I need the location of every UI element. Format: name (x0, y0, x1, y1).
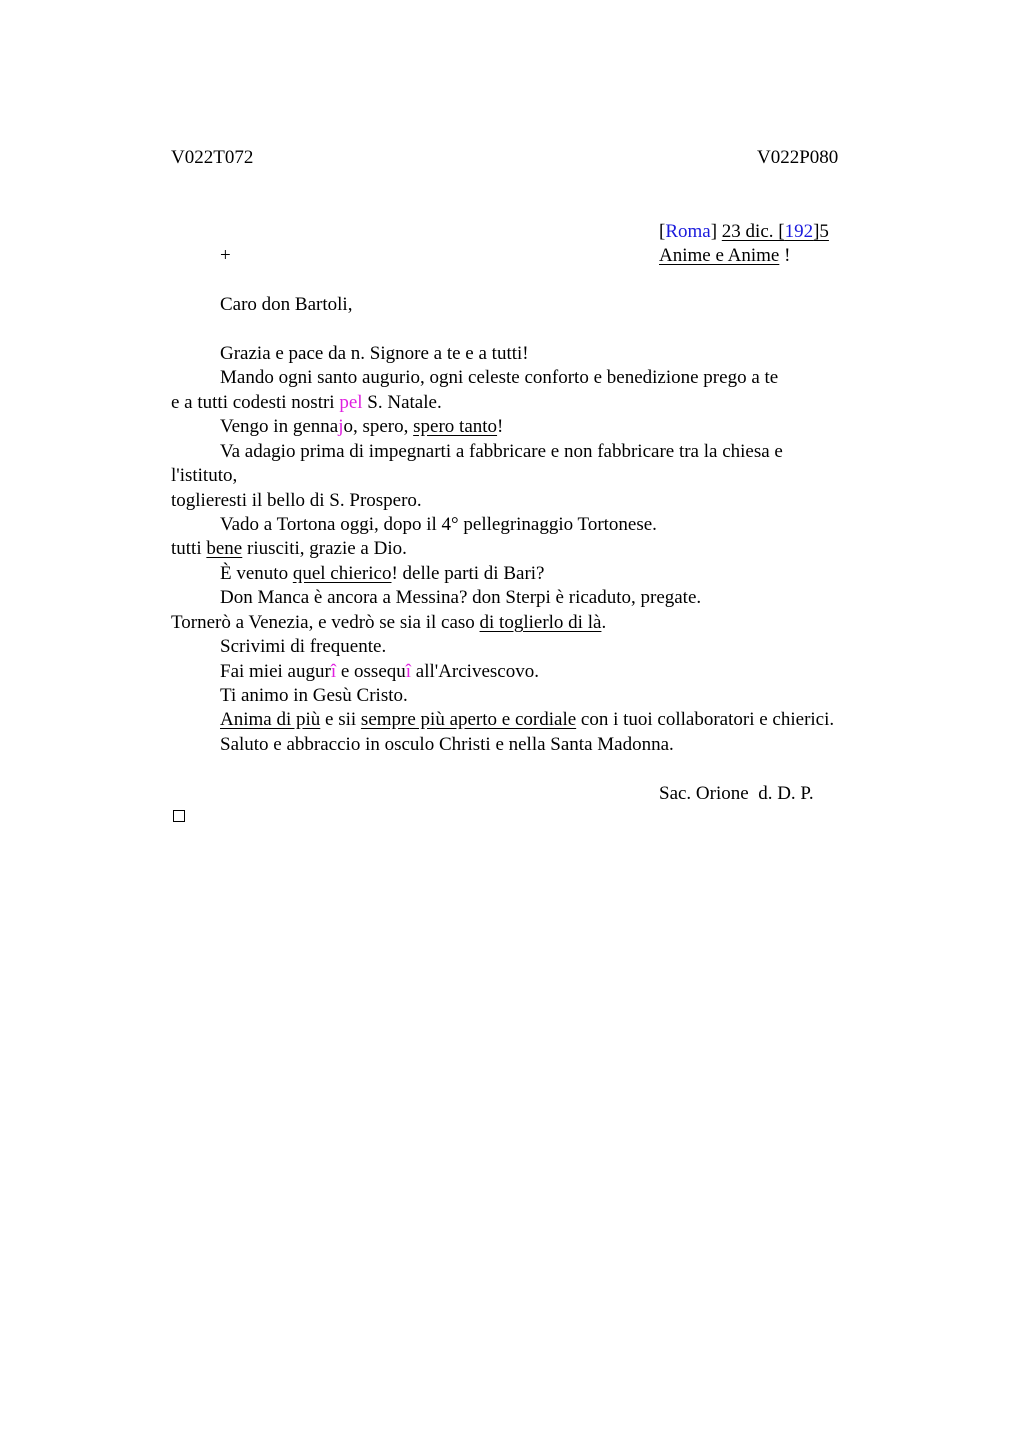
salutation: Caro don Bartoli, (220, 294, 353, 315)
letter-line (220, 562, 544, 586)
text-run: riusciti, grazie a Dio. (242, 538, 407, 559)
letter-line: Mando ogni santo augurio, ogni celeste conforto e benedizione prego a te (220, 367, 779, 388)
dateline-open-bracket: [ (659, 221, 666, 242)
text-run: Vengo in genna (220, 416, 339, 437)
underlined-run: bene (206, 538, 243, 559)
text-run: e sii (320, 709, 361, 730)
motto (659, 244, 790, 268)
letter-line: Vado a Tortona oggi, dopo il 4° pellegrinaggio Tortonese. (220, 514, 657, 535)
end-of-letter-box-icon (173, 810, 185, 822)
text-run: tutti (171, 538, 207, 559)
text-run: . (601, 612, 607, 633)
letter-line (171, 391, 442, 415)
dateline-year-end: ]5 (813, 221, 829, 242)
underlined-run: Anima di più (220, 709, 321, 730)
motto-end: ! (779, 245, 791, 266)
text-run: all'Arcivescovo. (411, 661, 539, 682)
highlight-run: î (405, 661, 412, 682)
text-run: S. Natale. (362, 392, 442, 413)
dateline-date-part: 23 dic. [ (721, 221, 785, 242)
highlight-run: j (338, 416, 344, 437)
letter-line: Grazia e pace da n. Signore a te e a tutti! (220, 343, 529, 364)
text-run: Tornerò a Venezia, e vedrò se sia il caso (171, 612, 480, 633)
dateline-close-bracket: ] (710, 221, 718, 242)
highlight-run: pel (339, 392, 363, 413)
highlight-run: î (330, 661, 337, 682)
underlined-run: quel chierico (292, 563, 392, 584)
letter-line (220, 660, 539, 684)
dateline-year-prefix: 192 (784, 221, 814, 242)
underlined-run: spero tanto (413, 416, 498, 437)
signature: Sac. Orione d. D. P. (659, 783, 814, 804)
dateline-place: Roma (665, 221, 711, 242)
motto-text: Anime e Anime (659, 245, 780, 266)
text-run: e a tutti codesti nostri (171, 392, 340, 413)
underlined-run: sempre più aperto e cordiale (360, 709, 577, 730)
letter-line: Saluto e abbraccio in osculo Christi e nella Santa Madonna. (220, 734, 674, 755)
text-run: o, spero, (343, 416, 414, 437)
letter-line: Ti animo in Gesù Cristo. (220, 685, 408, 706)
cross-mark: + (220, 245, 231, 266)
letter-line (171, 611, 606, 635)
text-run: con i tuoi collaboratori e chierici. (576, 709, 835, 730)
letter-line (220, 708, 834, 732)
document-code-left: V022T072 (171, 147, 254, 168)
document-code-right: V022P080 (757, 147, 839, 168)
text-run: ! delle parti di Bari? (391, 563, 545, 584)
text-run: Fai miei augur (220, 661, 331, 682)
letter-line (171, 537, 407, 561)
letter-line: toglieresti il bello di S. Prospero. (171, 490, 422, 511)
letter-line (220, 415, 503, 439)
text-run: e ossequ (336, 661, 406, 682)
letter-line: l'istituto, (171, 465, 238, 486)
dateline-date (722, 221, 829, 242)
letter-line: Va adagio prima di impegnarti a fabbricare e non fabbricare tra la chiesa e (220, 441, 783, 462)
letter-line: Don Manca è ancora a Messina? don Sterpi è ricaduto, pregate. (220, 587, 702, 608)
text-run: È venuto (220, 563, 293, 584)
text-run: ! (497, 416, 504, 437)
underlined-run: di toglierlo di là (479, 612, 602, 633)
letter-line: Scrivimi di frequente. (220, 636, 387, 657)
dateline (659, 220, 829, 244)
